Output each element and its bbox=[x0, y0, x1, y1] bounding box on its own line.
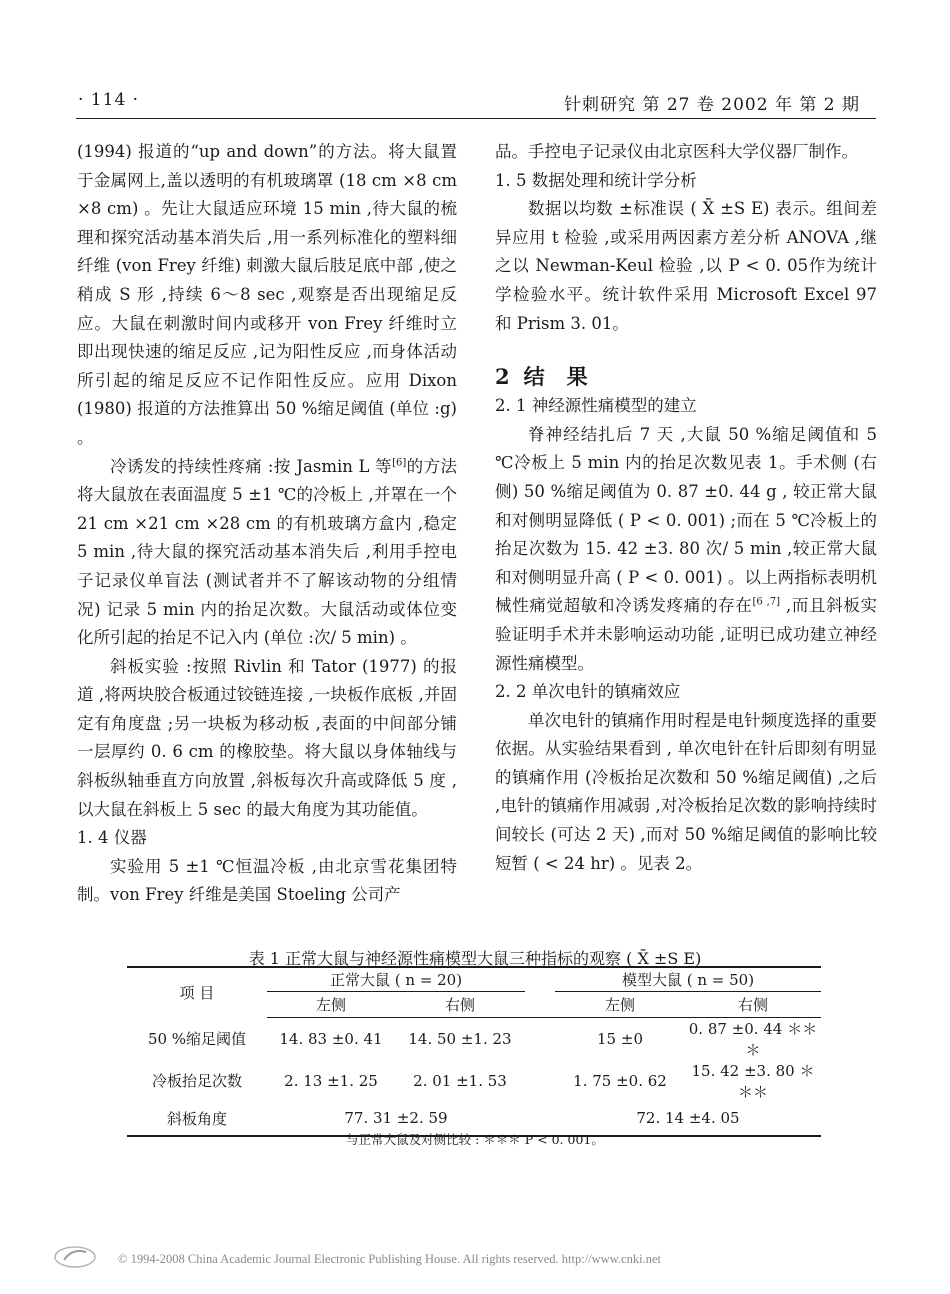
model-text-b: ,而且斜板实验证明手术并未影响运动功能 ,证明已成功建立神经源性痛模型。 bbox=[495, 596, 878, 673]
heading-2-1: 2. 1 神经源性痛模型的建立 bbox=[495, 396, 697, 416]
header-gap bbox=[525, 967, 555, 991]
heading-1-5: 1. 5 数据处理和统计学分析 bbox=[495, 170, 697, 190]
paragraph-cold-plate bbox=[77, 453, 457, 653]
paragraph-model bbox=[495, 421, 877, 678]
cell-value: 14. 50 ±1. 23 bbox=[408, 1029, 512, 1048]
journal-info: 针刺研究 第 27 卷 2002 年 第 2 期 bbox=[564, 95, 860, 115]
paragraph-incline-plate: 斜板实验 :按照 Rivlin 和 Tator (1977) 的报道 ,将两块胶合板通过铰链连接 ,一块板作底板 ,并固定有角度盘 ;另一块板为移动板 ,表面的中间部分铺一层厚约 0. 6 cm 的橡胶垫。将大鼠以身体轴线与斜板纵轴垂直方向放置 ,斜板每次升高或降低 5 度 ,以大鼠在斜板上 5 sec 的最大角度为其功能值。 bbox=[77, 656, 457, 819]
header-normal-left: 左侧 bbox=[267, 991, 395, 1017]
header-normal-group: 正常大鼠 ( n = 20) bbox=[267, 967, 525, 991]
table-row bbox=[127, 1060, 821, 1102]
citation-6: [6] bbox=[392, 457, 407, 469]
copyright-footer: © 1994-2008 China Academic Journal Electronic Publishing House. All rights reserved. http://www.cnki.net bbox=[118, 1252, 661, 1266]
cell-value: 2. 13 ±1. 25 bbox=[284, 1071, 378, 1090]
header-gap-2 bbox=[525, 991, 555, 1017]
table-1 bbox=[127, 966, 821, 1137]
section-number: 2 bbox=[495, 364, 510, 390]
cell-value: 15. 42 ±3. 80 ＊＊＊ bbox=[691, 1061, 815, 1101]
paragraph-von-frey: (1994) 报道的“up and down”的方法。将大鼠置于金属网上,盖以透明的有机玻璃罩 (18 cm ×8 cm ×8 cm) 。先让大鼠适应环境 15 min ,待大鼠的梳理和探究活动基本消失后 ,用一系列标准化的塑料细纤维 (von Frey 纤维) 刺激大鼠后肢足底中部 ,使之稍成 S 形 ,持续 6～8 sec ,观察是否出现缩足反应。大鼠在刺激时间内或移开 von Frey 纤维时立即出现快速的缩足反应 ,记为阳性反应 ,而身体活动所引起的缩足反应不记作阳性反应。应用 Dixon (1980) 报道的方法推算出 50 %缩足阈值 (单位 :g) 。 bbox=[77, 142, 457, 447]
cell-value: 15 ±0 bbox=[597, 1029, 643, 1048]
cell-gap bbox=[525, 1017, 555, 1060]
cell-value: 1. 75 ±0. 62 bbox=[573, 1071, 667, 1090]
right-column bbox=[495, 138, 877, 878]
left-column bbox=[77, 138, 457, 910]
header-rule bbox=[76, 118, 876, 119]
header-model-group: 模型大鼠 ( n = 50) bbox=[555, 967, 821, 991]
row-label: 冷板抬足次数 bbox=[151, 1072, 242, 1090]
row-label: 50 %缩足阈值 bbox=[147, 1029, 247, 1048]
model-text-a: 脊神经结扎后 7 天 ,大鼠 50 %缩足阈值和 5 ℃冷板上 5 min 内的抬足次数见表 1。手术侧 (右侧) 50 %缩足阈值为 0. 87 ±0. 44 g , 较正常大鼠和对侧明显降低 ( P < 0. 001) ;而在 5 ℃冷板上的抬足次数为 15. 42 ±3. 80 次/ 5 min ,较正常大鼠和对侧明显升高 ( P < 0. 001) 。以上两指标表明机械性痛觉超敏和冷诱发疼痛的存在 bbox=[495, 424, 877, 616]
page-number: · 114 · bbox=[78, 90, 140, 110]
section-title: 结果 bbox=[523, 364, 610, 390]
cold-plate-text-a: 冷诱发的持续性疼痛 :按 Jasmin L 等 bbox=[110, 456, 393, 476]
paragraph-analgesia: 单次电针的镇痛作用时程是电针频度选择的重要依据。从实验结果看到 , 单次电针在针后即刻有明显的镇痛作用 (冷板抬足次数和 50 %缩足阈值) ,之后 ,电针的镇痛作用减弱 ,对冷板抬足次数的影响持续时间较长 (可达 2 天) ,而对 50 %缩足阈值的影响比较短暂 ( < 24 hr) 。见表 2。 bbox=[495, 710, 877, 873]
table-row bbox=[127, 1017, 821, 1060]
heading-1-4: 1. 4 仪器 bbox=[77, 828, 147, 848]
cnki-logo-icon bbox=[52, 1244, 98, 1270]
heading-2-2: 2. 2 单次电针的镇痛效应 bbox=[495, 682, 681, 702]
cell-gap bbox=[525, 1060, 555, 1102]
citation-6-7: [6 ,7] bbox=[752, 596, 781, 608]
table-caption: 表 1 正常大鼠与神经源性痛模型大鼠三种指标的观察 ( X̄ ±S E) bbox=[248, 949, 702, 968]
paragraph-instruments: 实验用 5 ±1 ℃恒温冷板 ,由北京雪花集团特制。von Frey 纤维是美国 Stoeling 公司产 bbox=[77, 856, 457, 905]
table-note: 与正常大鼠及对侧比较 : ＊＊＊ P < 0. 001。 bbox=[346, 1132, 604, 1147]
cell-value: 72. 14 ±4. 05 bbox=[555, 1102, 821, 1136]
header-model-left: 左侧 bbox=[555, 991, 685, 1017]
row-label: 斜板角度 bbox=[127, 1102, 267, 1136]
cell-value: 14. 83 ±0. 41 bbox=[279, 1029, 383, 1048]
cold-plate-text-b: 的方法将大鼠放在表面温度 5 ±1 ℃的冷板上 ,并罩在一个 21 cm ×21 cm ×28 cm 的有机玻璃方盒内 ,稳定 5 min ,待大鼠的探究活动基本消失后 ,利用手控电子记录仪单盲法 (测试者并不了解该动物的分组情况) 记录 5 min 内的抬足次数。大鼠活动或体位变化所引起的抬足不记入内 (单位 :次/ 5 min) 。 bbox=[77, 456, 458, 648]
header-model-right: 右侧 bbox=[685, 991, 821, 1017]
paragraph-statistics: 数据以均数 ±标准误 ( X̄ ±S E) 表示。组间差异应用 t 检验 ,或采用两因素方差分析 ANOVA ,继之以 Newman-Keul 检验 ,以 P < 0. 05作为统计学检验水平。统计软件采用 Microsoft Excel 97 和 Prism 3. 01。 bbox=[495, 199, 877, 333]
cell-value: 0. 87 ±0. 44 ＊＊＊ bbox=[688, 1019, 818, 1059]
section-results-heading bbox=[495, 362, 877, 392]
header-normal-right: 右侧 bbox=[395, 991, 525, 1017]
cell-value: 2. 01 ±1. 53 bbox=[413, 1071, 507, 1090]
header-item: 项 目 bbox=[127, 967, 267, 1017]
paragraph-instruments-cont: 品。手控电子记录仪由北京医科大学仪器厂制作。 bbox=[495, 142, 858, 161]
cell-value: 77. 31 ±2. 59 bbox=[267, 1102, 525, 1136]
